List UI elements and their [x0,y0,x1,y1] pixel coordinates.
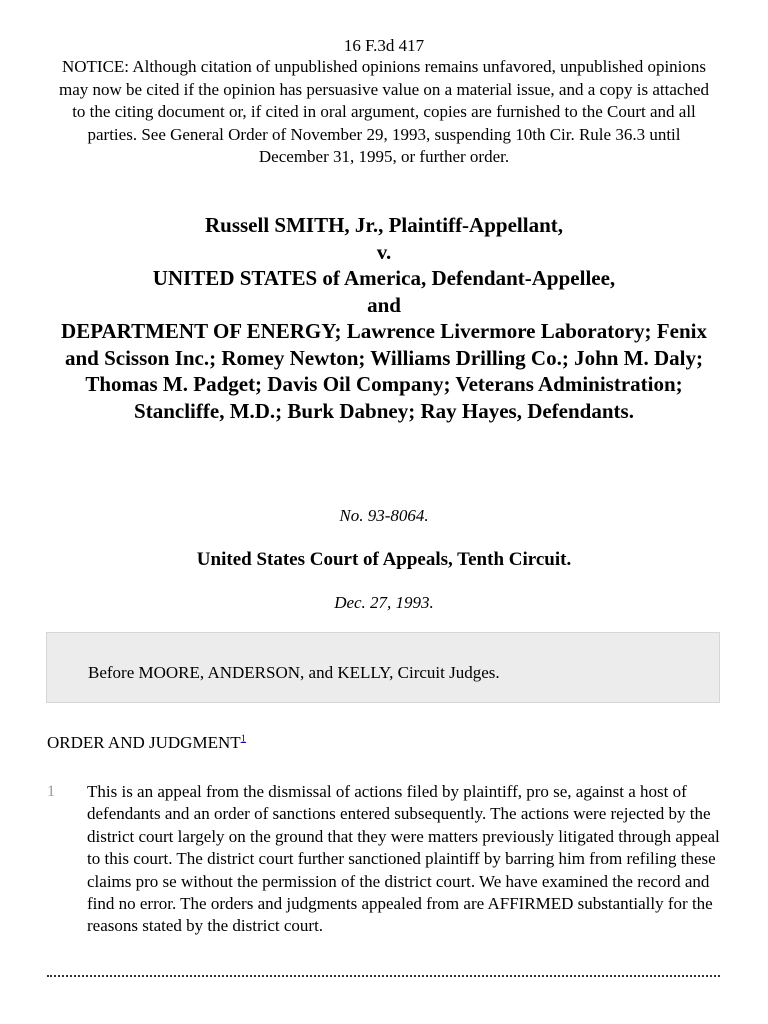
panel-judges: Before MOORE, ANDERSON, and KELLY, Circuit Judges. [88,663,500,682]
publication-notice: NOTICE: Although citation of unpublished opinions remains unfavored, unpublished opinions may now be cited if the opinion has persuasive value on a material issue, and a copy is attached to the citing document or, if cited in oral argument, copies are furnished to the Court and all parties. See General Order of November 29, 1993, suspending 10th Cir. Rule 36.3 until December 31, 1995, or further order. [58,57,710,167]
court-name: United States Court of Appeals, Tenth Circuit. [196,549,572,570]
section-divider [47,975,720,977]
paragraph-number: 1 [47,783,55,800]
versus-line: v. [376,239,392,264]
paragraph-text: This is an appeal from the dismissal of actions filed by plaintiff, pro se, against a host of defendants and an order of sanctions entered subsequently. The actions were rejected by the district court largely on the ground that they were matters previously litigated through appeal to this court. The district court further sanctioned plaintiff by barring him from refiling these claims pro se without the permission of the district court. We have examined the record and find no error. The orders and judgments appealed from are AFFIRMED substantially for the reasons stated by the district court. [87,782,720,936]
case-caption [40,212,728,424]
order-heading [47,732,246,754]
docket-number: No. 93-8064. [339,506,429,525]
citation: 16 F.3d 417 [343,36,425,55]
conjunction-line: and [367,292,401,317]
other-defendants: DEPARTMENT OF ENERGY; Lawrence Livermore Laboratory; Fenix [61,319,707,343]
panel-box [46,632,720,703]
footnote-link[interactable]: 1 [240,732,247,745]
defendant-main-line: UNITED STATES of America, Defendant-Appellee, [152,266,616,290]
other-defendants-continued: and Scisson Inc.; Romey Newton; Williams Drilling Co.; John M. Daly; Thomas M. Padget; Davis Oil Company; Veterans Administration; Stancliffe, M.D.; Burk Dabney; Ray Hayes, Defendants. [64,345,703,423]
order-heading-text: ORDER AND JUDGMENT [47,733,241,752]
decision-date: Dec. 27, 1993. [334,593,434,612]
plaintiff-line: Russell SMITH, Jr., Plaintiff-Appellant, [204,213,563,237]
